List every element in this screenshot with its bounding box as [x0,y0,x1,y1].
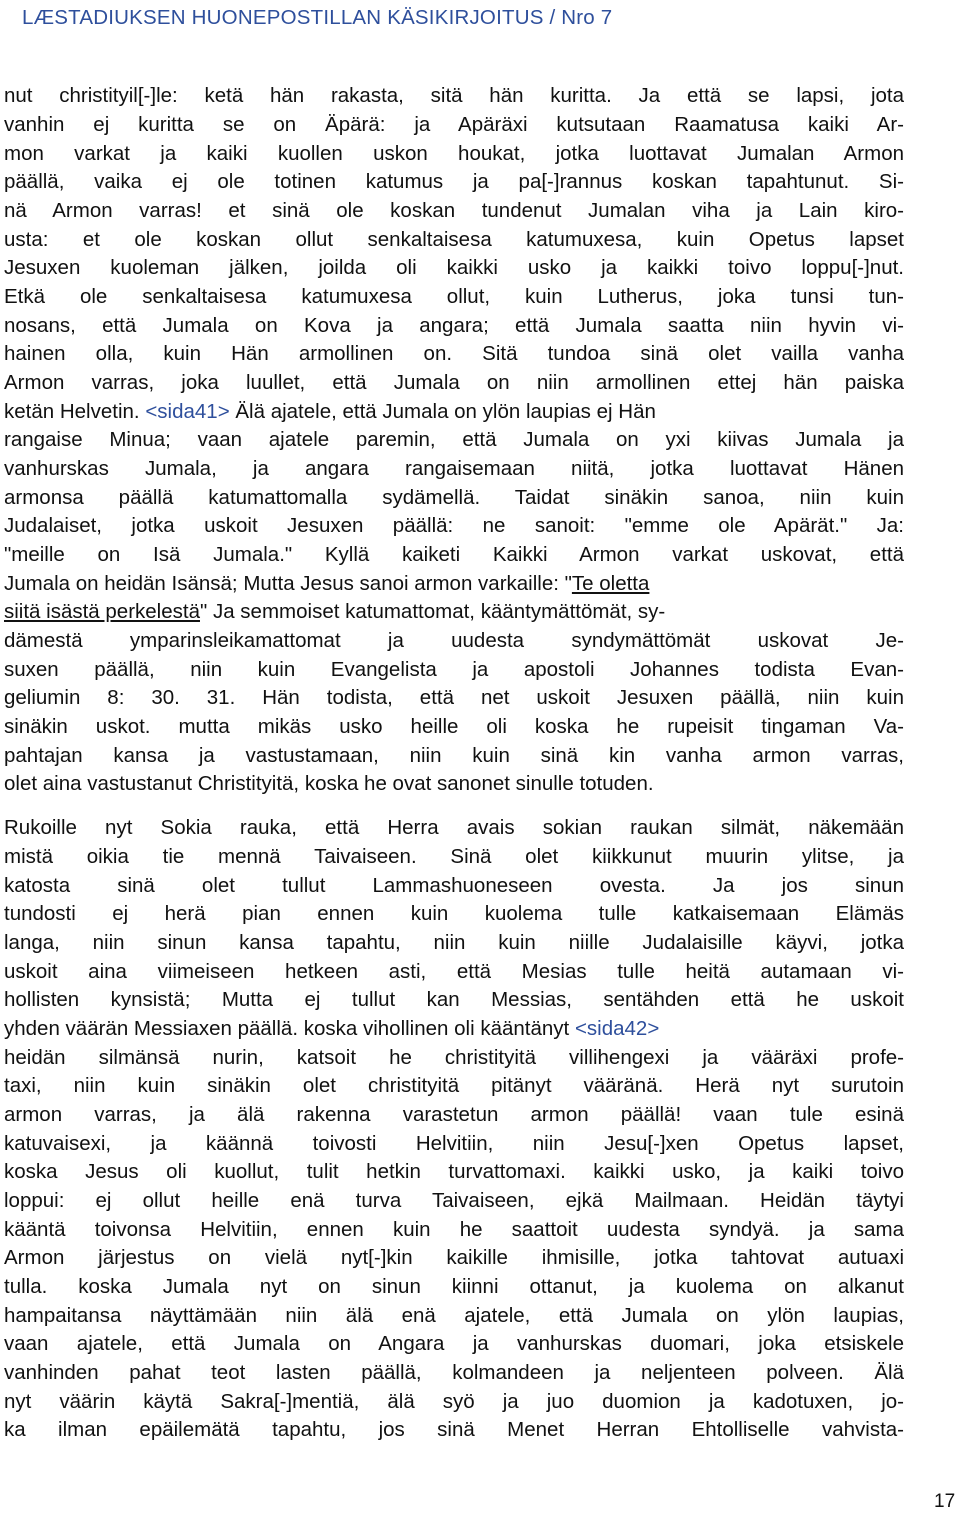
text-line: "meille on Isä Jumala." Kyllä kaiketi Kaikki Armon varkat uskovat, että [4,543,904,566]
text-line: mon varkat ja kaiki kuollen uskon houkat, jotka luottavat Jumalan Armon [4,142,904,165]
text-line: Rukoille nyt Sokia rauka, että Herra avais sokian raukan silmät, näkemään [4,816,904,839]
text-span: Älä ajatele, että Jumala on ylön laupias ej Hän [229,400,656,423]
text-line: suxen päällä, niin kuin Evangelista ja apostoli Johannes todista Evan- [4,658,904,681]
page-marker-link[interactable]: <sida42> [574,1017,660,1040]
text-line: ka ilman epäilemätä tapahtu, jos sinä Menet Herran Ehtolliselle vahvista- [4,1418,904,1441]
text-line: sinäkin uskot. mutta mikäs usko heille oli koska he rupeisit tingaman Va- [4,715,904,738]
text-line: vanhinden pahat teot lasten päällä, kolmandeen ja neljenteen polveen. Älä [4,1361,904,1384]
text-line: usta: et ole koskan ollut senkaltaisesa katumuxesa, kuin Opetus lapset [4,228,904,251]
text-line: hainen olla, kuin Hän armollinen on. Sitä tundoa sinä olet vailla vanha [4,342,904,365]
text-line [4,598,904,626]
text-line: katosta sinä olet tullut Lammashuoneseen ovesta. Ja jos sinun [4,874,904,897]
text-span: Jumala on heidän Isänsä; Mutta Jesus sanoi armon varkaille: " [4,572,572,595]
text-line: vaan ajatele, että Jumala on Angara ja vanhurskas duomari, joka etsiskele [4,1332,904,1355]
text-line: päällä, vaika ej ole totinen katumus ja pa[-]rannus koskan tapahtunut. Si- [4,170,904,193]
text-line: loppui: ej ollut heille enä turva Taivaiseen, ejkä Mailmaan. Heidän täytyi [4,1189,904,1212]
text-line: nyt väärin käytä Sakra[-]mentiä, älä syö ja juo duomion ja kadotuxen, jo- [4,1390,904,1413]
text-line: hollisten kynsistä; Mutta ej tullut kan Messias, sentähden että he uskoit [4,988,904,1011]
text-line: hampaitansa näyttämään niin älä enä ajatele, että Jumala on ylön laupias, [4,1304,904,1327]
text-line: nä Armon varras! et sinä ole koskan tundenut Jumalan viha ja Lain kiro- [4,199,904,222]
text-line: kääntä toivonsa Helvitiin, ennen kuin he saattoit uudesta syndyä. ja sama [4,1218,904,1241]
text-span: " Ja semmoiset katumattomat, kääntymättömät, sy- [199,600,666,623]
text-line: Etkä ole senkaltaisesa katumuxesa ollut, kuin Lutherus, joka tunsi tun- [4,285,904,308]
text-line: vanhin ej kuritta se on Äpärä: ja Apäräxi kutsutaan Raamatusa kaiki Ar- [4,113,904,136]
text-line: rangaise Minua; vaan ajatele paremin, että Jumala on yxi kiivas Jumala ja [4,428,904,451]
text-span: ketän Helvetin. [4,400,146,423]
page-number: 17 [934,1491,956,1512]
text-line: tulla. koska Jumala nyt on sinun kiinni ottanut, ja kuolema on alkanut [4,1275,904,1298]
text-line: heidän silmänsä nurin, katsoit he christityitä villihengexi ja vääräxi profe- [4,1046,904,1069]
text-span: yhden väärän Messiaxen päällä. koska vihollinen oli kääntänyt [4,1017,575,1040]
text-line: uskoit aina viimeiseen hetkeen asti, että Mesias tulle heitä autamaan vi- [4,960,904,983]
text-line: vanhurskas Jumala, ja angara rangaisemaan niitä, jotka luottavat Hänen [4,457,904,480]
underlined-quote: siitä isästä perkelestä [4,600,200,623]
text-line: nosans, että Jumala on Kova ja angara; että Jumala saatta niin hyvin vi- [4,314,904,337]
text-line: Judalaiset, jotka uskoit Jesuxen päällä: ne sanoit: "emme ole Apärät." Ja: [4,514,904,537]
text-line: tundosti ej herä pian ennen kuin kuolema tulle katkaisemaan Elämäs [4,902,904,925]
text-line: geliumin 8: 30. 31. Hän todista, että net uskoit Jesuxen päällä, niin kuin [4,686,904,709]
text-line: katuvaisexi, ja käännä toivosti Helvitiin, niin Jesu[-]xen Opetus lapset, [4,1132,904,1155]
text-line: Armon järjestus on vielä nyt[-]kin kaikille ihmisille, jotka tahtovat autuaxi [4,1246,904,1269]
text-line: taxi, niin kuin sinäkin olet christityitä pitänyt vääränä. Herä nyt surutoin [4,1074,904,1097]
page-marker-link[interactable]: <sida41> [145,400,230,423]
text-line: langa, niin sinun kansa tapahtu, niin kuin niille Judalaisille käyvi, jotka [4,931,904,954]
text-line: dämestä ymparinsleikamattomat ja uudesta syndymättömät uskovat Je- [4,629,904,652]
text-line: mistä oikia tie mennä Taivaiseen. Sinä olet kiikkunut muurin ylitse, ja [4,845,904,868]
text-line: koska Jesus oli kuollut, tulit hetkin turvattomaxi. kaikki usko, ja kaiki toivo [4,1160,904,1183]
text-line [4,398,904,426]
text-line: nut christityil[-]le: ketä hän rakasta, sitä hän kuritta. Ja että se lapsi, jota [4,84,904,107]
text-line: Jesuxen kuoleman jälken, joilda oli kaikki usko ja kaikki toivo loppu[-]nut. [4,256,904,279]
running-header: LÆSTADIUKSEN HUONEPOSTILLAN KÄSIKIRJOITUS / Nro 7 [22,6,613,29]
text-line: armon varras, ja älä rakenna varastetun armon päällä! vaan tule esinä [4,1103,904,1126]
underlined-quote: Te oletta [571,572,650,595]
text-line: Armon varras, joka luullet, että Jumala on niin armollinen ettej hän paiska [4,371,904,394]
text-line: armonsa päällä katumattomalla sydämellä. Taidat sinäkin sanoa, niin kuin [4,486,904,509]
text-line [4,1015,904,1043]
text-line: olet aina vastustanut Christityitä, koska he ovat sanonet sinulle totuden. [4,772,654,795]
text-line: pahtajan kansa ja vastustamaan, niin kuin sinä kin vanha armon varras, [4,744,904,767]
text-line [4,570,904,598]
